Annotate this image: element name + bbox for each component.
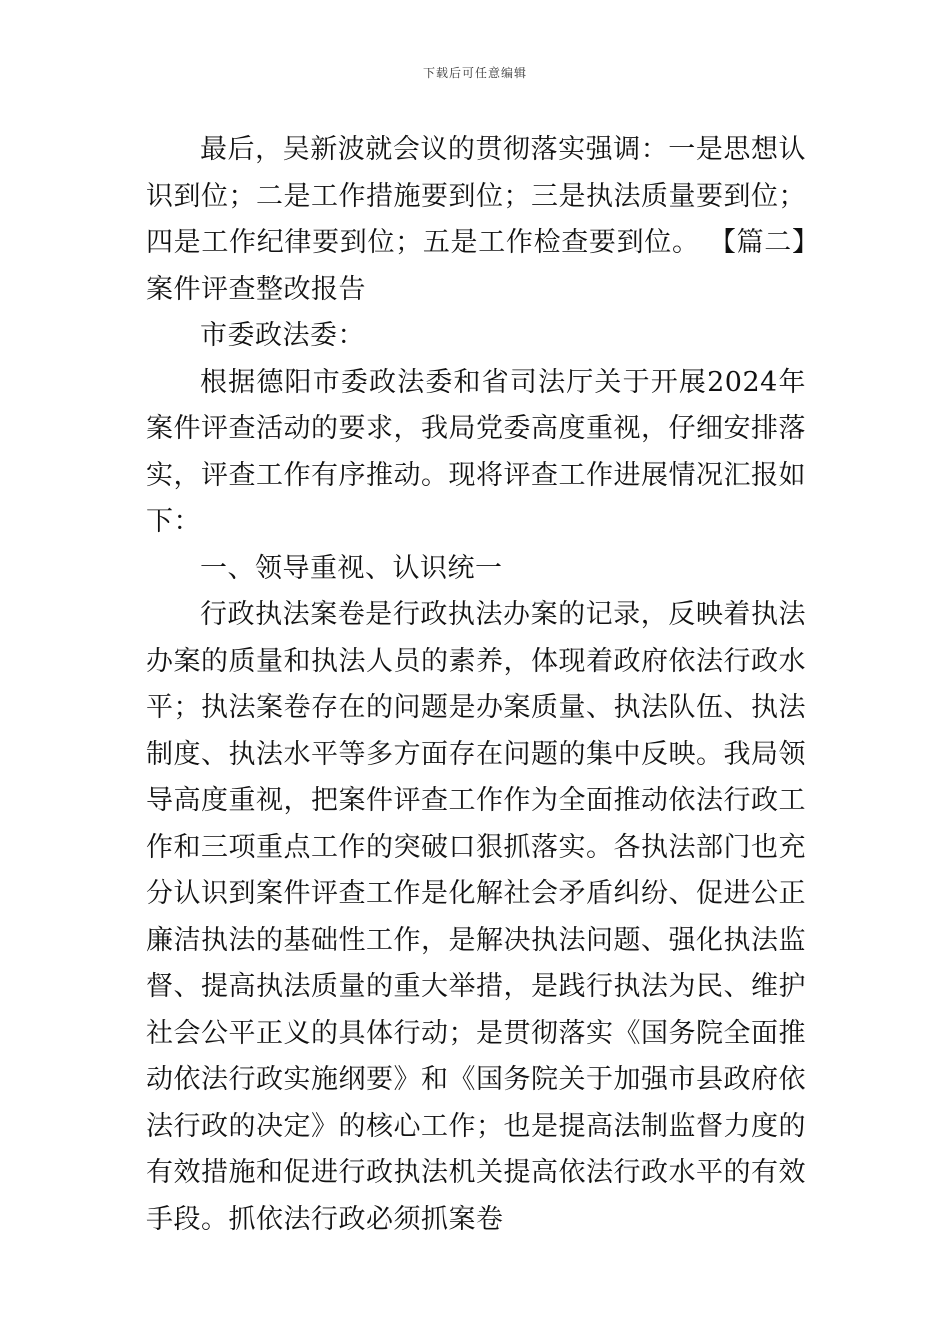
paragraph-body: 行政执法案卷是行政执法办案的记录，反映着执法办案的质量和执法人员的素养，体现着政府依法行政水平；执法案卷存在的问题是办案质量、执法队伍、执法制度、执法水平等多方面存在问题的集中反映。我局领导高度重视，把案件评查工作作为全面推动依法行政工作和三项重点工作的突破口狠抓落实。各执法部门也充分认识到案件评查工作是化解社会矛盾纠纷、促进公正廉洁执法的基础性工作，是解决执法问题、强化执法监督、提高执法质量的重大举措，是践行执法为民、维护社会公平正义的具体行动；是贯彻落实《国务院全面推动依法行政实施纲要》和《国务院关于加强市县政府依法行政的决定》的核心工作；也是提高法制监督力度的有效措施和促进行政执法机关提高依法行政水平的有效手段。抓依法行政必须抓案卷 <box>146 599 806 1235</box>
paragraph-conclusion: 最后，吴新波就会议的贯彻落实强调：一是思想认识到位；二是工作措施要到位；三是执法质量要到位；四是工作纪律要到位；五是工作检查要到位。 【篇二】案件评查整改报告 <box>146 134 806 305</box>
document-body <box>146 127 806 1243</box>
paragraph-salutation: 市委政法委： <box>200 320 365 351</box>
section-heading: 一、领导重视、认识统一 <box>200 552 503 584</box>
header-note: 下载后可任意编辑 <box>422 66 527 80</box>
paragraph-intro: 根据德阳市委政法委和省司法厅关于开展2024年案件评查活动的要求，我局党委高度重视，仔细安排落实，评查工作有序推动。现将评查工作进展情况汇报如下： <box>146 366 806 537</box>
